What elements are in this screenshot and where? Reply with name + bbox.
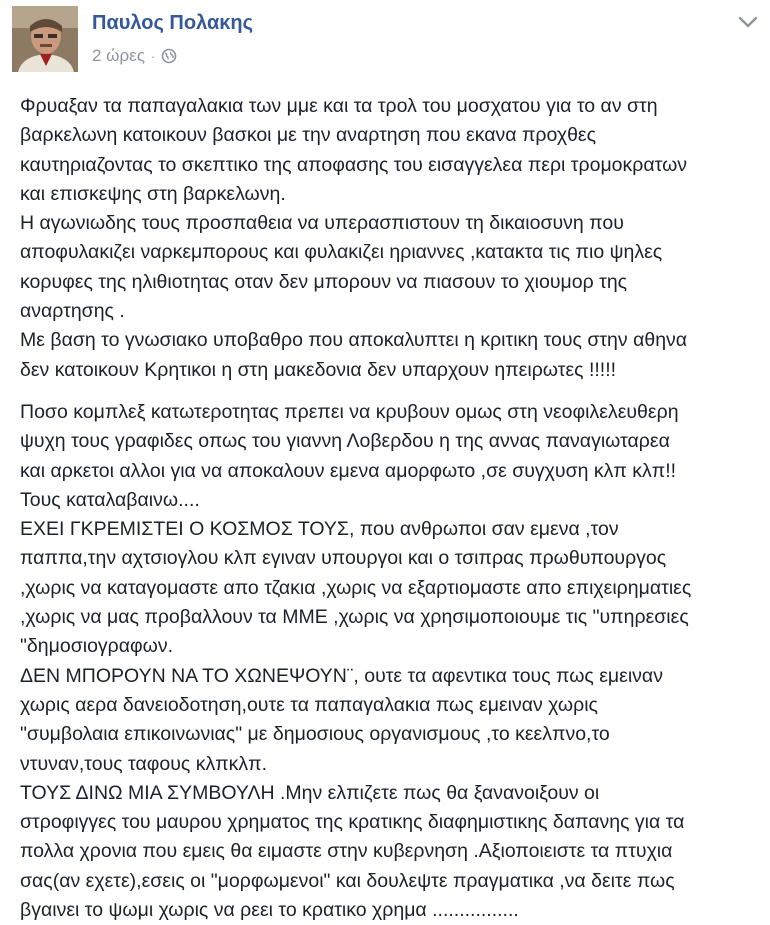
post-text-line: παππα,την αχτσιογλου κλπ εγιναν υπουργοι και ο τσιπρας πρωθυπουργος	[20, 547, 667, 570]
post-text-line: Φρυαξαν τα παπαγαλακια των μμε και τα τρολ του μοσχατου για το αν στη	[20, 95, 658, 117]
post-text-line: "συμβολαια επικοινωνιας" με δημοσιους οργανισμους ,το κεελπνο,το	[20, 723, 610, 746]
post-text-line: και αρκετοι αλλοι για να αποκαλουν εμενα αμορφωτο ,σε συγχυση κλπ κλπ!!	[20, 459, 677, 482]
post-text-line: Η αγωνιωδης τους προσπαθεια να υπερασπιστουν τη δικαιοσυνη που	[20, 212, 624, 235]
chevron-down-icon[interactable]	[736, 12, 760, 32]
post-text-line: και επισκεψης στη βαρκελωνη.	[20, 182, 286, 205]
post-text-line: ,χωρις να καταγομαστε απο τζακια ,χωρις να εξαρτιομαστε απο επιχειρηματιες	[20, 576, 692, 599]
post-text-line: αναρτησης .	[20, 300, 125, 323]
avatar[interactable]	[12, 6, 78, 72]
post-text-line: αποφυλακιζει ναρκεμπορους και φυλακιζει ηριαννες ,κατακτα τις πιο ψηλες	[20, 241, 663, 264]
post-text-line: ντυναν,τους ταφους κλπκλπ.	[20, 752, 268, 775]
post-text-line: Τους καταλαβαινω....	[20, 488, 200, 511]
post-text-line: δεν κατοικουν Κρητικοι η στη μακεδονια δεν υπαρχουν ηπειρωτες !!!!!	[20, 358, 617, 381]
post-text-line: καυτηριαζοντας το σκεπτικο της αποφασης του εισαγγελεα περι τρομοκρατων	[20, 153, 688, 176]
post-meta	[92, 44, 177, 68]
post-text-line: ψυχη τους γραφιδες οπως του γιαννη Λοβερδου η της αννας παναγιωταρεα	[20, 430, 670, 453]
post-text-line: ΕΧΕΙ ΓΚΡΕΜΙΣΤΕΙ Ο ΚΟΣΜΟΣ ΤΟΥΣ, που ανθρωποι σαν εμενα ,τον	[20, 518, 619, 541]
post-timestamp[interactable]: 2 ώρες	[92, 46, 145, 65]
post-text-line: στροφιγγες του μαυρου χρηματος της κρατικης διαφημιστικης δαπανης για τα	[20, 811, 685, 834]
meta-separator: ·	[150, 48, 156, 64]
globe-icon[interactable]	[161, 48, 177, 64]
profile-photo	[12, 6, 78, 72]
post-text-line: Ποσο κομπλεξ κατωτεροτητας πρεπει να κρυβουν ομως στη νεοφιλελευθερη	[20, 400, 679, 423]
post-text-line: βαρκελωνη κατοικουν βασκοι με την αναρτηση που εκανα προχθες	[20, 124, 597, 147]
post-text-line: σας(αν εχετε),εσεις οι "μορφωμενοι" και δουλεψτε πραγματικα ,να δειτε πως	[20, 869, 675, 892]
author-name-link[interactable]: Παυλος Πολακης	[92, 12, 254, 34]
post-text-line: ΤΟΥΣ ΔΙΝΩ ΜΙΑ ΣΥΜΒΟΥΛΗ .Μην ελπιζετε πως θα ξανανοιξουν οι	[20, 781, 600, 804]
post-paragraph	[20, 398, 758, 925]
post-text-line: πολλα χρονια που εμεις θα ειμαστε στην κυβερνηση .Αξιοποιειστε τα πτυχια	[20, 840, 673, 863]
post-text-line: βγαινει το ψωμι χωρις να ρεει το κρατικο χρημα ................	[20, 899, 519, 922]
post-header	[0, 0, 770, 84]
post-text-line: χωρις αερα δανειοδοτηση,ουτε τα παπαγαλακια πως εμειναν χωρις	[20, 693, 598, 716]
post-text-line: κορυφες της ηλιθιοτητας οταν δεν μπορουν να πιασουν το χιουμορ της	[20, 270, 628, 293]
post-text-line: ΔΕΝ ΜΠΟΡΟΥΝ ΝΑ ΤΟ ΧΩΝΕΨΟΥΝ¨, ουτε τα αφεντικα τους πως εμειναν	[20, 664, 663, 687]
post-text-line: ,χωρις να μας προβαλλουν τα ΜΜΕ ,χωρις να χρησιμοποιουμε τις "υπηρεσιες	[20, 606, 689, 629]
post-paragraph	[20, 92, 758, 385]
post-text-line: Με βαση το γνωσιακο υποβαθρο που αποκαλυπτει η κριτικη τους στην αθηνα	[20, 329, 688, 352]
post-text	[20, 92, 758, 925]
post-text-line: "δημοσιογραφων.	[20, 635, 174, 658]
